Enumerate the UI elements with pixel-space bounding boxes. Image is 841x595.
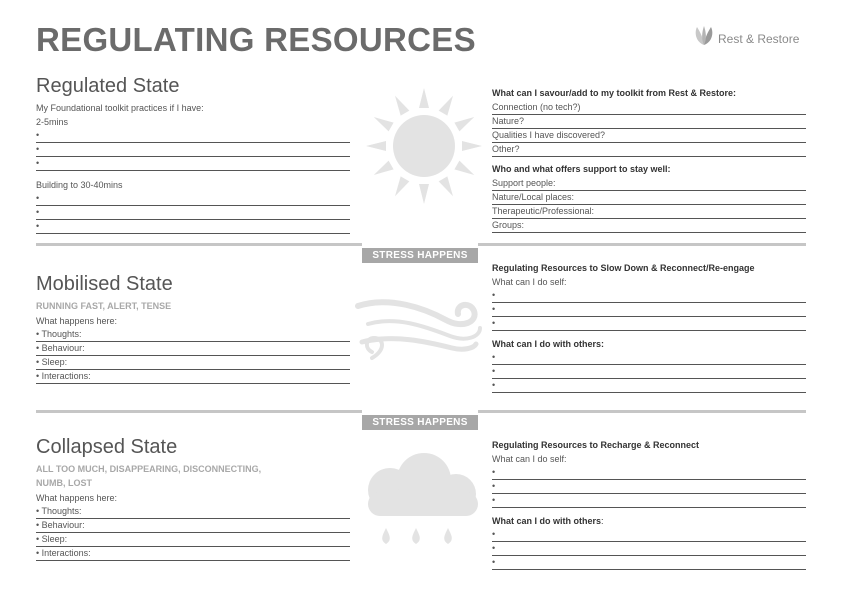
collapsed-others-entry-2[interactable]: • <box>492 542 806 556</box>
regulated-intro: My Foundational toolkit practices if I have: <box>36 103 204 113</box>
collapsed-self-entry-2[interactable]: • <box>492 480 806 494</box>
mobilised-self-label: What can I do self: <box>492 277 567 287</box>
support-therapeutic-field[interactable]: Therapeutic/Professional: <box>492 205 806 219</box>
collapsed-others-heading <box>492 516 604 527</box>
brand-name: Rest & Restore <box>718 32 800 46</box>
mobilised-subtitle: RUNNING FAST, ALERT, TENSE <box>36 301 172 311</box>
mobilised-self-entry-3[interactable]: • <box>492 317 806 331</box>
collapsed-intro: What happens here: <box>36 493 118 503</box>
section-divider-right <box>478 410 806 413</box>
collapsed-sleep-field[interactable]: • Sleep: <box>36 533 350 547</box>
sun-icon <box>362 84 486 208</box>
collapsed-others-entry-1[interactable]: • <box>492 528 806 542</box>
mobilised-sleep-field[interactable]: • Sleep: <box>36 356 350 370</box>
savour-nature-field[interactable]: Nature? <box>492 115 806 129</box>
collapsed-behaviour-field[interactable]: • Behaviour: <box>36 519 350 533</box>
short-practice-entry-1[interactable]: • <box>36 129 350 143</box>
mobilised-state-title: Mobilised State <box>36 273 173 295</box>
collapsed-others-colon: : <box>601 516 604 526</box>
support-groups-field[interactable]: Groups: <box>492 219 806 233</box>
mobilised-thoughts-field[interactable]: • Thoughts: <box>36 328 350 342</box>
rain-cloud-icon <box>360 452 484 556</box>
brand <box>692 24 812 50</box>
short-practice-entry-3[interactable]: • <box>36 157 350 171</box>
mobilised-others-entry-2[interactable]: • <box>492 365 806 379</box>
support-heading: Who and what offers support to stay well: <box>492 164 671 174</box>
long-practice-entry-3[interactable]: • <box>36 220 350 234</box>
wind-icon <box>354 292 488 366</box>
mobilised-behaviour-field[interactable]: • Behaviour: <box>36 342 350 356</box>
savour-qualities-field[interactable]: Qualities I have discovered? <box>492 129 806 143</box>
slow-down-heading: Regulating Resources to Slow Down & Reconnect/Re-engage <box>492 263 755 273</box>
mobilised-intro: What happens here: <box>36 316 118 326</box>
collapsed-subtitle-line-2: NUMB, LOST <box>36 478 92 488</box>
mobilised-others-entry-1[interactable]: • <box>492 351 806 365</box>
section-divider-left <box>36 410 362 413</box>
collapsed-subtitle-line-1: ALL TOO MUCH, DISAPPEARING, DISCONNECTING, <box>36 464 262 474</box>
mobilised-interactions-field[interactable]: • Interactions: <box>36 370 350 384</box>
collapsed-others-entry-3[interactable]: • <box>492 556 806 570</box>
long-practice-entry-1[interactable]: • <box>36 192 350 206</box>
section-divider-left <box>36 243 362 246</box>
collapsed-interactions-field[interactable]: • Interactions: <box>36 547 350 561</box>
mobilised-others-heading: What can I do with others: <box>492 339 604 349</box>
section-divider-right <box>478 243 806 246</box>
collapsed-state-title: Collapsed State <box>36 436 178 458</box>
collapsed-self-label: What can I do self: <box>492 454 567 464</box>
mobilised-self-entry-2[interactable]: • <box>492 303 806 317</box>
lotus-logo-icon <box>692 24 716 48</box>
stress-happens-badge: STRESS HAPPENS <box>362 415 478 430</box>
long-practice-entry-2[interactable]: • <box>36 206 350 220</box>
collapsed-others-heading-text: What can I do with others <box>492 516 602 526</box>
collapsed-self-entry-3[interactable]: • <box>492 494 806 508</box>
stress-happens-badge: STRESS HAPPENS <box>362 248 478 263</box>
mobilised-others-entry-3[interactable]: • <box>492 379 806 393</box>
savour-other-field[interactable]: Other? <box>492 143 806 157</box>
short-practice-label: 2-5mins <box>36 117 69 127</box>
short-practice-entry-2[interactable]: • <box>36 143 350 157</box>
collapsed-thoughts-field[interactable]: • Thoughts: <box>36 505 350 519</box>
mobilised-self-entry-1[interactable]: • <box>492 289 806 303</box>
recharge-heading: Regulating Resources to Recharge & Reconnect <box>492 440 700 450</box>
regulated-state-title: Regulated State <box>36 75 180 97</box>
long-practice-label: Building to 30-40mins <box>36 180 123 190</box>
savour-connection-field[interactable]: Connection (no tech?) <box>492 101 806 115</box>
savour-heading: What can I savour/add to my toolkit from Rest & Restore: <box>492 88 737 98</box>
support-nature-field[interactable]: Nature/Local places: <box>492 191 806 205</box>
collapsed-self-entry-1[interactable]: • <box>492 466 806 480</box>
support-people-field[interactable]: Support people: <box>492 177 806 191</box>
page-title: REGULATING RESOURCES <box>36 21 476 58</box>
